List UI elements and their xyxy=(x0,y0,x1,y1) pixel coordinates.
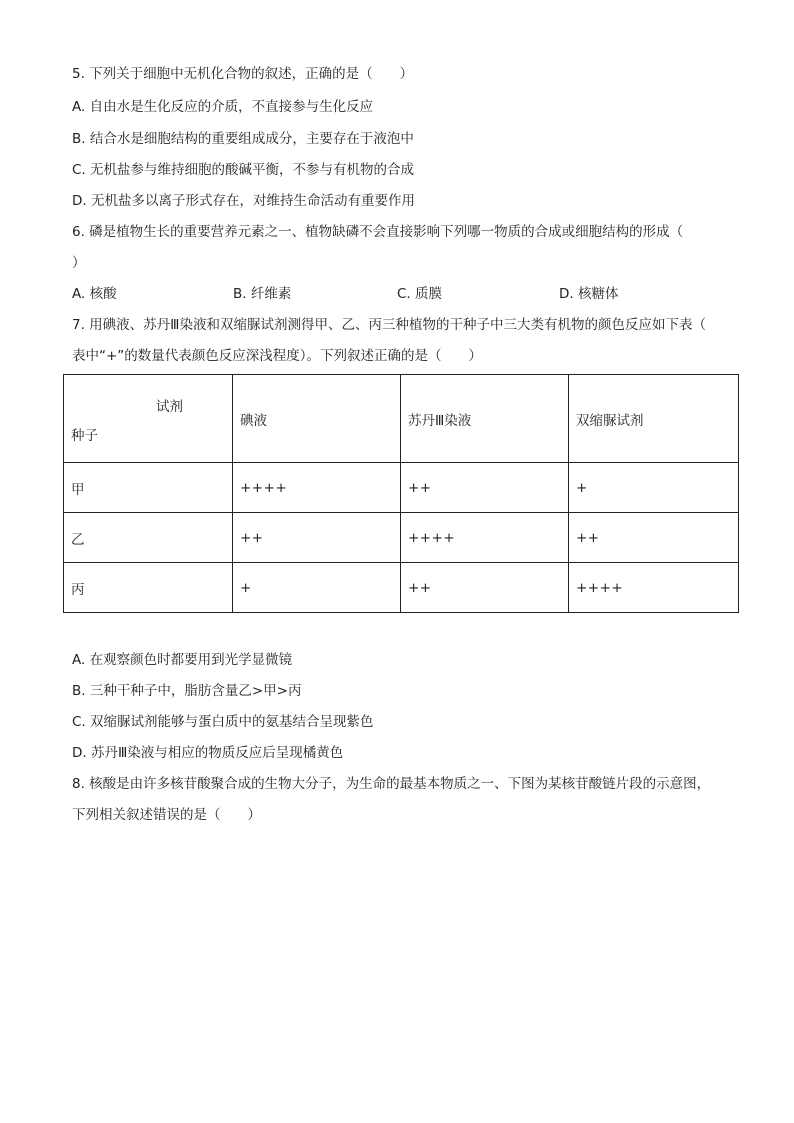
table-cell: ++ xyxy=(233,513,401,563)
question-8-stem-line1: 8. 核酸是由许多核苷酸聚合成的生物大分子，为生命的最基本物质之一、下图为某核苷酸链片段的示意图， xyxy=(72,776,711,792)
question-7-option-c: C. 双缩脲试剂能够与蛋白质中的氨基结合呈现紫色 xyxy=(72,714,374,730)
question-6-option-b: B. 纤维素 xyxy=(233,286,292,302)
row-label-yi: 乙 xyxy=(64,513,233,563)
question-7-option-a: A. 在观察颜色时都要用到光学显微镜 xyxy=(72,652,293,668)
question-5-option-a: A. 自由水是生化反应的介质，不直接参与生化反应 xyxy=(72,99,374,115)
question-6-option-d: D. 核糖体 xyxy=(559,286,619,302)
table-cell: ++ xyxy=(569,513,739,563)
corner-reagent-label: 试剂 xyxy=(156,399,183,415)
corner-seed-label: 种子 xyxy=(71,428,98,444)
row-label-bing: 丙 xyxy=(64,563,233,613)
question-6-stem-line2: ） xyxy=(72,255,86,271)
table-cell: ++ xyxy=(401,563,569,613)
table-header-row xyxy=(64,375,739,463)
table-cell: + xyxy=(569,463,739,513)
table-cell: ++++ xyxy=(233,463,401,513)
table-cell: ++++ xyxy=(401,513,569,563)
question-5-option-d: D. 无机盐多以离子形式存在，对维持生命活动有重要作用 xyxy=(72,193,415,209)
reaction-table xyxy=(63,374,739,613)
table-row xyxy=(64,463,739,513)
question-7-option-d: D. 苏丹Ⅲ染液与相应的物质反应后呈现橘黄色 xyxy=(72,745,344,761)
question-6-stem-line1: 6. 磷是植物生长的重要营养元素之一、植物缺磷不会直接影响下列哪一物质的合成或细胞结构的形成（ xyxy=(72,224,684,240)
table-row xyxy=(64,563,739,613)
question-5-option-c: C. 无机盐参与维持细胞的酸碱平衡，不参与有机物的合成 xyxy=(72,162,415,178)
question-6-option-a: A. 核酸 xyxy=(72,286,117,302)
question-8-stem-line2: 下列相关叙述错误的是（ ） xyxy=(72,807,261,823)
question-5-option-b: B. 结合水是细胞结构的重要组成成分，主要存在于液泡中 xyxy=(72,131,414,147)
column-header-sudan: 苏丹Ⅲ染液 xyxy=(401,375,569,463)
row-label-jia: 甲 xyxy=(64,463,233,513)
question-7-stem-line2: 表中“+”的数量代表颜色反应深浅程度）。下列叙述正确的是（ ） xyxy=(72,348,483,364)
question-7-stem-line1: 7. 用碘液、苏丹Ⅲ染液和双缩脲试剂测得甲、乙、丙三种植物的干种子中三大类有机物的颜色反应如下表（ xyxy=(72,317,706,333)
table-cell: + xyxy=(233,563,401,613)
column-header-iodine: 碘液 xyxy=(233,375,401,463)
table-cell: ++++ xyxy=(569,563,739,613)
question-6-option-c: C. 质膜 xyxy=(397,286,443,302)
question-5-stem: 5. 下列关于细胞中无机化合物的叙述，正确的是（ ） xyxy=(72,66,414,82)
table-corner-cell xyxy=(64,375,233,463)
question-7-option-b: B. 三种干种子中，脂肪含量乙>甲>丙 xyxy=(72,683,302,699)
column-header-biuret: 双缩脲试剂 xyxy=(569,375,739,463)
table-row xyxy=(64,513,739,563)
question-6-options xyxy=(72,284,732,304)
table-cell: ++ xyxy=(401,463,569,513)
